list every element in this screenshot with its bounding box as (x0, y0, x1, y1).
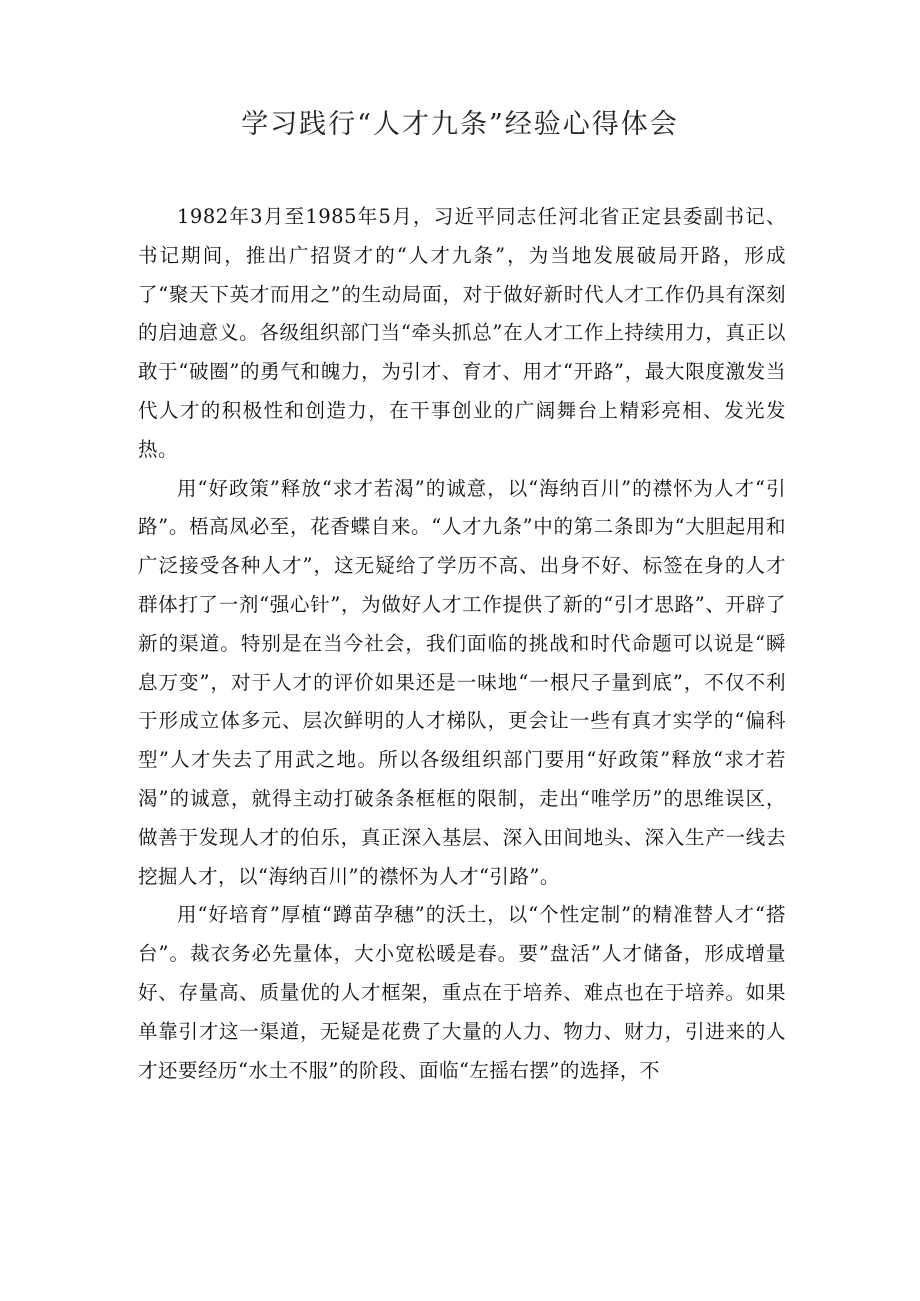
document-body (138, 198, 786, 1090)
paragraph-3: 用“好培育”厚植“蹲苗孕穗”的沃土，以“个性定制”的精准替人才“搭台”。裁衣务必先量体，大小宽松暖是春。要”盘活”人才储备，形成增量好、存量高、质量优的人才框架，重点在于培养、难点也在于培养。如果单靠引才这一渠道，无疑是花费了大量的人力、物力、财力，引进来的人才还要经历“水土不服”的阶段、面临“左摇右摆”的选择，不 (138, 903, 786, 1082)
document-title: 学习践行“人才九条”经验心得体会 (241, 109, 679, 140)
paragraph-1: 1982年3月至1985年5月，习近平同志任河北省正定县委副书记、书记期间，推出广招贤才的“人才九条”，为当地发展破局开路，形成了“聚天下英才而用之”的生动局面，对于做好新时代人才工作仍具有深刻的启迪意义。各级组织部门当“牵头抓总”在人才工作上持续用力，真正以敢于“破圈”的勇气和魄力，为引才、育才、用才“开路”，最大限度激发当代人才的积极性和创造力，在干事创业的广阔舞台上精彩亮相、发光发热。 (138, 205, 786, 461)
paragraph-2: 用“好政策”释放“求才若渴”的诚意，以“海纳百川”的襟怀为人才“引路”。梧高凤必至，花香蝶自来。“人才九条”中的第二条即为“大胆起用和广泛接受各种人才”，这无疑给了学历不高、出身不好、标签在身的人才群体打了一剂“强心针”，为做好人才工作提供了新的“引才思路”、开辟了新的渠道。特别是在当今社会，我们面临的挑战和时代命题可以说是“瞬息万变”，对于人才的评价如果还是一味地“一根尺子量到底”，不仅不利于形成立体多元、层次鲜明的人才梯队，更会让一些有真才实学的“偏科型”人才失去了用武之地。所以各级组织部门要用“好政策”释放“求才若渴”的诚意，就得主动打破条条框框的限制，走出“唯学历”的思维误区，做善于发现人才的伯乐，真正深入基层、深入田间地头、深入生产一线去挖掘人才，以“海纳百川”的襟怀为人才“引路”。 (138, 476, 786, 888)
